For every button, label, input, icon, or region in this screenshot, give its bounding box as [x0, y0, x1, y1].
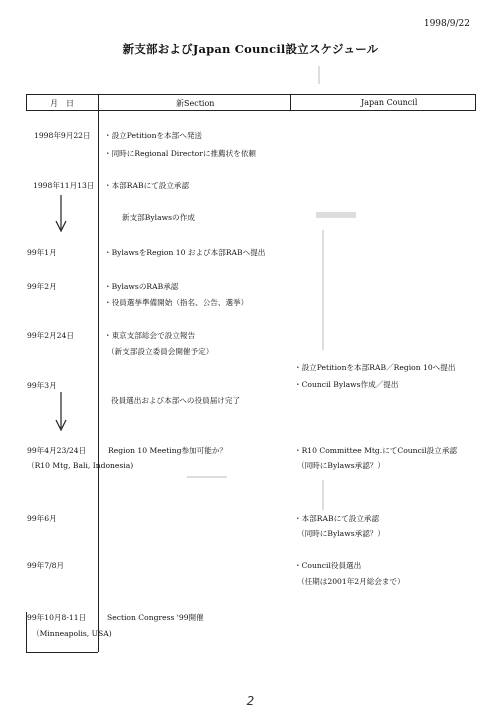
page-number: 2: [246, 694, 255, 708]
row-date: 99年1月: [27, 248, 57, 257]
section-item: ・BylawsをRegion 10 および本部RABへ提出: [104, 248, 266, 257]
section-item: Section Congress '99開催: [107, 613, 204, 622]
table-bottom-border: [26, 652, 98, 653]
table-left-border: [26, 94, 27, 110]
row-date: 99年10月8-11日: [27, 613, 87, 622]
row-date-location: （Minneapolis, USA): [32, 629, 112, 638]
section-item: ・同時にRegional Directorに推薦状を依頼: [104, 149, 257, 158]
council-item: ・R10 Committee Mtg.にてCouncil設立承認: [294, 446, 458, 455]
header-council: Japan Council: [361, 98, 418, 107]
section-item: Region 10 Meeting参加可能か？: [108, 446, 228, 455]
document-title: 新支部およびJapan Council設立スケジュール: [122, 42, 379, 56]
row-date-location: （R10 Mtg, Bali, Indonesia): [27, 461, 134, 470]
section-note: 役員選出および本部への役員届け完了: [111, 396, 241, 405]
table-right-border: [475, 94, 476, 110]
row-date: 99年7/8月: [27, 561, 65, 570]
section-note: 新支部Bylawsの作成: [122, 213, 195, 222]
down-arrow-icon: [55, 195, 67, 233]
date-column-divider: [98, 94, 99, 652]
row-date: 1998年9月22日: [34, 131, 91, 140]
section-column-divider: [290, 94, 291, 110]
section-item: ・東京支部総会で設立報告: [104, 331, 196, 340]
council-item: （同時にBylaws承認？）: [297, 461, 385, 470]
document-date: 1998/9/22: [423, 19, 470, 29]
council-item: ・Council Bylaws作成／提出: [294, 380, 399, 389]
section-item: ・BylawsのRAB承認: [104, 282, 179, 291]
council-item: ・設立Petitionを本部RAB／Region 10へ提出: [294, 363, 456, 372]
scan-noise: [322, 230, 324, 350]
scan-noise: [316, 212, 356, 218]
council-item: （任期は2001年2月総会まで）: [297, 577, 405, 586]
council-item: ・本部RABにて設立承認: [294, 514, 380, 523]
row-date: 99年2月24日: [27, 331, 74, 340]
row-date: 99年3月: [27, 381, 57, 390]
row-date: 99年2月: [27, 282, 57, 291]
down-arrow-icon: [55, 392, 67, 432]
header-date: 月 日: [50, 99, 74, 108]
section-item: ・本部RABにて設立承認: [104, 181, 190, 190]
council-item: ・Council役員選出: [294, 561, 362, 570]
scan-noise: [318, 66, 320, 84]
section-item: （新支部設立委員会開催予定）: [107, 347, 214, 356]
scan-noise: [322, 480, 324, 510]
section-item: ・設立Petitionを本部へ発送: [104, 131, 203, 140]
row-date: 1998年11月13日: [33, 181, 95, 190]
council-item: （同時にBylaws承認？）: [297, 529, 385, 538]
section-item: ・役員選挙準備開始（指名、公告、選挙）: [104, 298, 249, 307]
header-section: 新Section: [176, 99, 215, 108]
table-top-border: [26, 94, 476, 95]
row-date: 99年4月23/24日: [27, 446, 87, 455]
scan-noise: [187, 476, 227, 478]
row-date: 99年6月: [27, 514, 57, 523]
table-header-border: [26, 110, 476, 111]
